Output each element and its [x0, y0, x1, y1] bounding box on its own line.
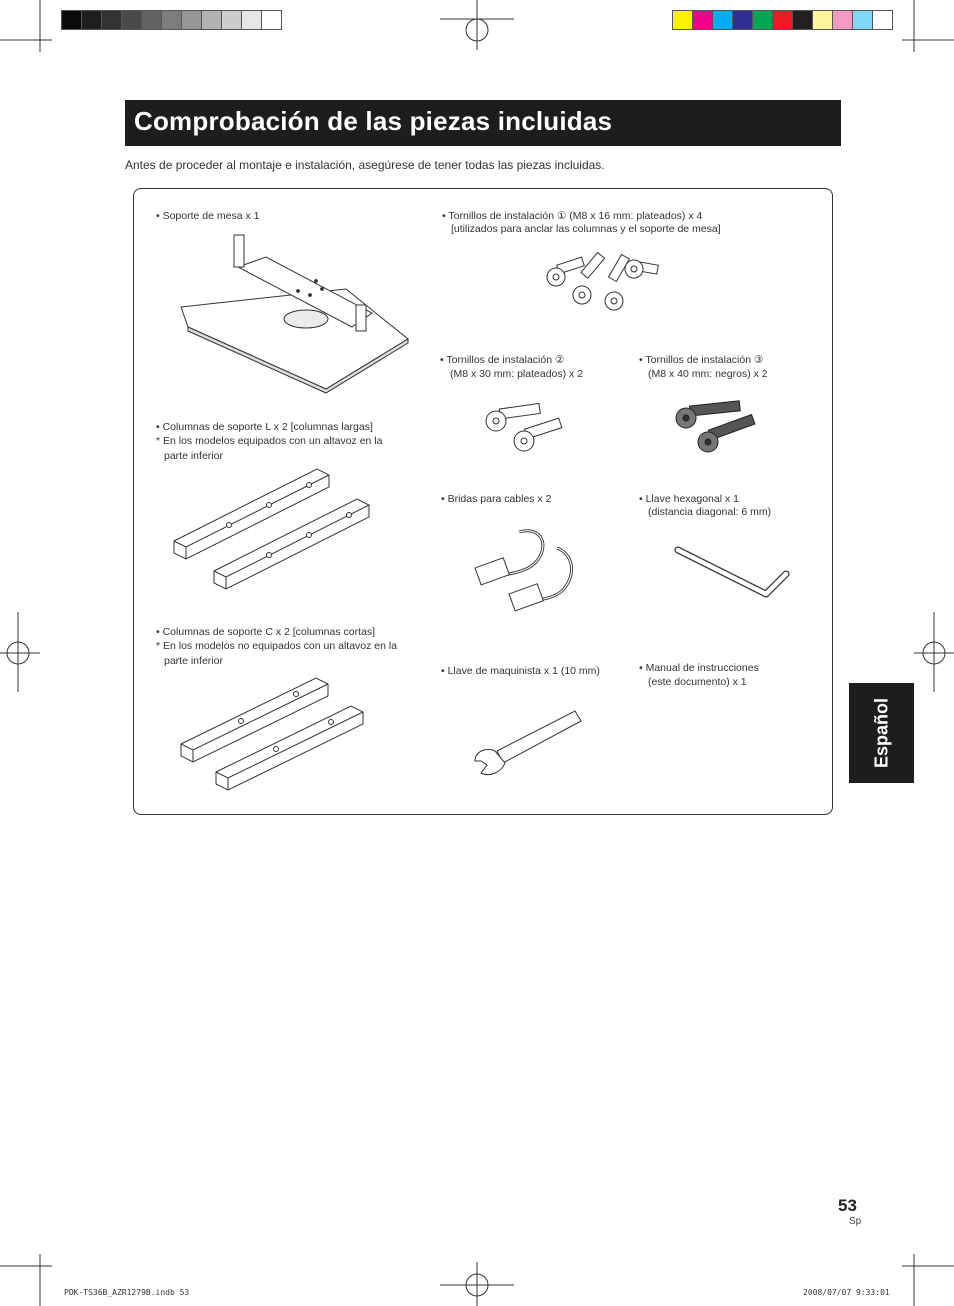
page-title: Comprobación de las piezas incluidas: [134, 106, 613, 136]
screws2-label-2: (M8 x 30 mm: plateados) x 2: [450, 368, 584, 380]
hexkey-label-1: • Llave hexagonal x 1: [639, 493, 739, 505]
calibration-swatch: [221, 10, 242, 30]
hex-key-illustration: [674, 544, 794, 604]
screws1-illustration: [544, 257, 674, 317]
parts-box: [133, 188, 833, 815]
calibration-swatch: [832, 10, 853, 30]
calibration-swatch: [121, 10, 142, 30]
stand-illustration: [176, 229, 416, 399]
intro-text: Antes de proceder al montaje e instalación, asegúrese de tener todas las piezas incluidas.: [125, 158, 605, 172]
columns-c-label-1: • Columnas de soporte C x 2 [columnas cortas]: [156, 626, 376, 638]
footer-file-info: PDK-TS36B_AZR1279B.indb 53: [64, 1288, 190, 1297]
wrench-illustration: [469, 707, 584, 779]
wrench-label: • Llave de maquinista x 1 (10 mm): [441, 665, 600, 677]
calibration-swatch: [261, 10, 282, 30]
calibration-swatch: [141, 10, 162, 30]
language-tab: [849, 683, 914, 783]
calibration-swatch: [752, 10, 773, 30]
calibration-swatch: [241, 10, 262, 30]
stand-label: • Soporte de mesa x 1: [156, 210, 260, 222]
short-columns-illustration: [176, 674, 376, 794]
footer-timestamp: 2008/07/07 9:33:01: [803, 1288, 890, 1297]
calibration-swatch: [772, 10, 793, 30]
calibration-swatch: [181, 10, 202, 30]
manual-label-1: • Manual de instrucciones: [639, 662, 759, 674]
calibration-swatch: [672, 10, 693, 30]
calibration-swatch: [812, 10, 833, 30]
calibration-swatch: [201, 10, 222, 30]
calibration-swatch: [792, 10, 813, 30]
screws3-label-2: (M8 x 40 mm: negros) x 2: [648, 368, 768, 380]
calibration-swatch: [81, 10, 102, 30]
cable-ties-illustration: [469, 524, 584, 624]
hexkey-label-2: (distancia diagonal: 6 mm): [648, 506, 772, 518]
calibration-swatch: [712, 10, 733, 30]
calibration-swatch: [101, 10, 122, 30]
page-suffix: Sp: [849, 1216, 862, 1227]
screws2-illustration: [484, 407, 574, 457]
columns-l-label-2: * En los modelos equipados con un altavoz en la: [156, 435, 383, 447]
ties-label: • Bridas para cables x 2: [441, 493, 552, 505]
page-number: 53: [838, 1196, 857, 1215]
calibration-swatch: [872, 10, 893, 30]
calibration-swatch: [61, 10, 82, 30]
screws3-illustration: [674, 404, 759, 459]
screws2-label-1: • Tornillos de instalación ②: [440, 354, 565, 366]
long-columns-illustration: [169, 461, 379, 596]
calibration-swatch: [692, 10, 713, 30]
columns-c-label-3: parte inferior: [164, 655, 223, 667]
columns-c-label-2: * En los modelos no equipados con un altavoz en la: [156, 640, 398, 652]
title-bar: [125, 100, 841, 146]
language-tab-label: Español: [871, 697, 891, 769]
calibration-swatch: [732, 10, 753, 30]
manual-label-2: (este documento) x 1: [648, 676, 747, 688]
screws1-label-2: [utilizados para anclar las columnas y el soporte de mesa]: [451, 223, 721, 235]
columns-l-label-3: parte inferior: [164, 450, 223, 462]
calibration-swatch: [852, 10, 873, 30]
calibration-swatch: [161, 10, 182, 30]
columns-l-label-1: • Columnas de soporte L x 2 [columnas largas]: [156, 421, 373, 433]
screws1-label-1: • Tornillos de instalación ① (M8 x 16 mm: plateados) x 4: [442, 210, 703, 222]
screws3-label-1: • Tornillos de instalación ③: [639, 354, 764, 366]
